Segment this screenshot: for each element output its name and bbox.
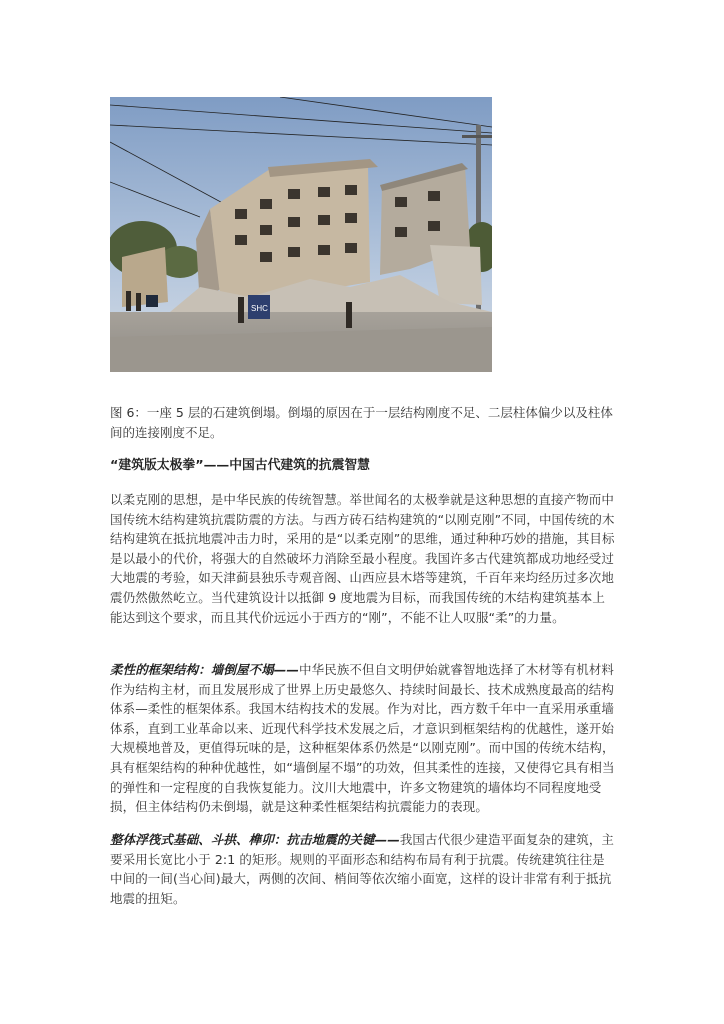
collapsed-building-photo bbox=[110, 97, 492, 372]
paragraph-2-lead: 柔性的框架结构：墙倒屋不塌—— bbox=[110, 662, 300, 677]
figure-caption: 图 6：一座 5 层的石建筑倒塌。倒塌的原因在于一层结构刚度不足、二层柱体偏少以及柱体间的连接刚度不足。 bbox=[110, 405, 613, 440]
paragraph-1: 以柔克刚的思想，是中华民族的传统智慧。举世闻名的太极拳就是这种思想的直接产物而中国传统木结构建筑抗震防震的方法。与西方砖石结构建筑的“以刚克刚”不同，中国传统的木结构建筑在抵抗地震冲击力时，采用的是“以柔克刚”的思维，通过种种巧妙的措施，其目标是以最小的代价，将强大的自然破坏力消除至最小程度。我国许多古代建筑都成功地经受过大地震的考验，如天津蓟县独乐寺观音阁、山西应县木塔等建筑，千百年来均经历过多次地震仍然傲然屹立。当代建筑设计以抵御 9 度地震为目标，而我国传统的木结构建筑基本上能达到这个要求，而且其代价远远小于西方的“刚”，不能不让人叹服“柔”的力量。 bbox=[110, 492, 615, 625]
sign-text: SHC bbox=[251, 304, 268, 313]
paragraph-3 bbox=[110, 830, 615, 908]
paragraph-3-body: 我国古代很少建造平面复杂的建筑，主要采用长宽比小于 2:1 的矩形。规则的平面形态和结构布局有利于抗震。传统建筑往往是中间的一间(当心间)最大，两侧的次间、梢间等依次缩小面宽，这样的设计非常有利于抵抗地震的扭矩。 bbox=[110, 832, 615, 906]
paragraph-2 bbox=[110, 660, 615, 817]
paragraph-2-body: 中华民族不但自文明伊始就睿智地选择了木材等有机材料作为结构主材，而且发展形成了世界上历史最悠久、持续时间最长、技术成熟度最高的结构体系—柔性的框架体系。我国木结构技术的发展。作为对比，西方数千年中一直采用承重墙体系，直到工业革命以来、近现代科学技术发展之后，才意识到框架结构的优越性，遂开始大规模地普及，更值得玩味的是，这种框架体系仍然是“以刚克刚”。而中国的传统木结构，具有框架结构的种种优越性，如“墙倒屋不塌”的功效，但其柔性的连接，又使得它具有相当的弹性和一定程度的自我恢复能力。汶川大地震中，许多文物建筑的墙体均不同程度地受损，但主体结构仍未倒塌，就是这种柔性框架结构抗震能力的表现。 bbox=[110, 662, 615, 815]
section-heading: “建筑版太极拳”——中国古代建筑的抗震智慧 bbox=[110, 458, 370, 473]
paragraph-3-lead: 整体浮筏式基础、斗拱、榫卯：抗击地震的关键—— bbox=[110, 832, 400, 847]
